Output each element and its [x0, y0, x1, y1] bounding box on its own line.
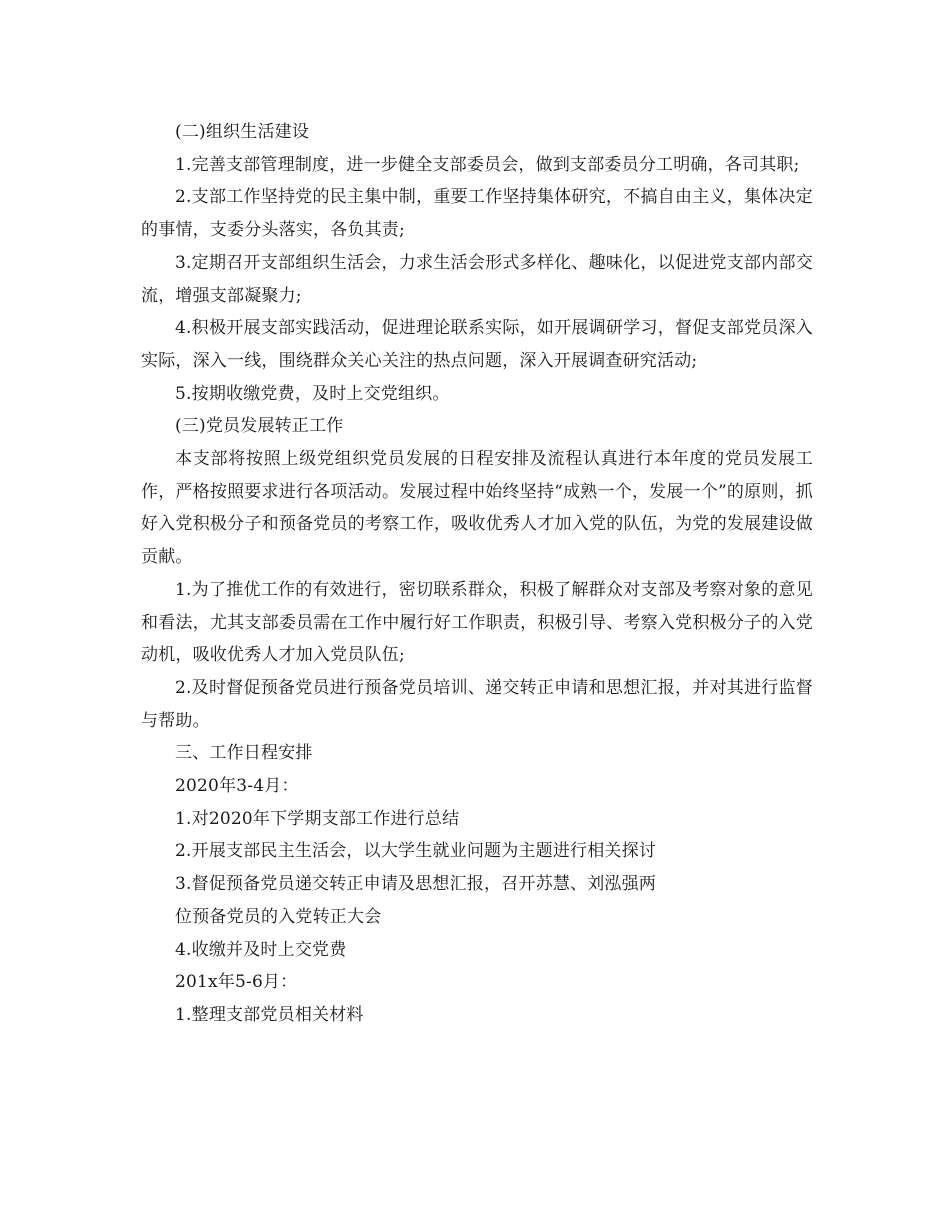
section-heading-member-development: (三)党员发展转正工作 [175, 416, 344, 437]
paragraph-item-4: 4.积极开展支部实践活动，促进理论联系实际，如开展调研学习，督促支部党员深入实际，深入一线，围绕群众关心关注的热点问题，深入开展调查研究活动; [141, 318, 813, 371]
document-body [141, 116, 813, 1032]
section-heading-schedule: 三、工作日程安排 [175, 743, 313, 764]
paragraph-item-3: 3.定期召开支部组织生活会，力求生活会形式多样化、趣味化，以促进党支部内部交流，增强支部凝聚力; [141, 252, 813, 306]
paragraph-member-development-intro: 本支部将按照上级党组织党员发展的日程安排及流程认真进行本年度的党员发展工作，严格按照要求进行各项活动。发展过程中始终坚持“成熟一个，发展一个”的原则，抓好入党积极分子和预备党员的考察工作，吸收优秀人才加入党的队伍，为党的发展建设做贡献。 [141, 449, 813, 568]
schedule-item-may-1: 1.整理支部党员相关材料 [175, 1004, 364, 1025]
section-heading-organization-life: (二)组织生活建设 [175, 122, 310, 142]
paragraph-development-item-1: 1.为了推优工作的有效进行，密切联系群众，积极了解群众对支部及考察对象的意见和看法，尤其支部委员需在工作中履行好工作职责，积极引导、考察入党积极分子的入党动机，吸收优秀人才加入党员队伍; [141, 579, 813, 666]
schedule-period-march-april: 2020年3-4月： [175, 776, 299, 797]
paragraph-development-item-2: 2.及时督促预备党员进行预备党员培训、递交转正申请和思想汇报，并对其进行监督与帮助。 [141, 677, 813, 731]
paragraph-item-5: 5.按期收缴党费，及时上交党组织。 [175, 383, 450, 404]
schedule-item-3: 3.督促预备党员递交转正申请及思想汇报，召开苏慧、刘泓强两 [175, 874, 657, 895]
schedule-item-1: 1.对2020年下学期支部工作进行总结 [175, 808, 460, 829]
schedule-period-may-june: 201x年5-6月： [175, 972, 298, 993]
paragraph-item-2: 2.支部工作坚持党的民主集中制，重要工作坚持集体研究，不搞自由主义，集体决定的事情，支委分头落实，各负其责; [141, 187, 813, 241]
schedule-item-3-continued: 位预备党员的入党转正大会 [175, 906, 382, 927]
paragraph-item-1: 1.完善支部管理制度，进一步健全支部委员会，做到支部委员分工明确，各司其职; [175, 154, 800, 175]
schedule-item-2: 2.开展支部民主生活会，以大学生就业问题为主题进行相关探讨 [175, 841, 657, 862]
schedule-item-4: 4.收缴并及时上交党费 [175, 939, 347, 960]
